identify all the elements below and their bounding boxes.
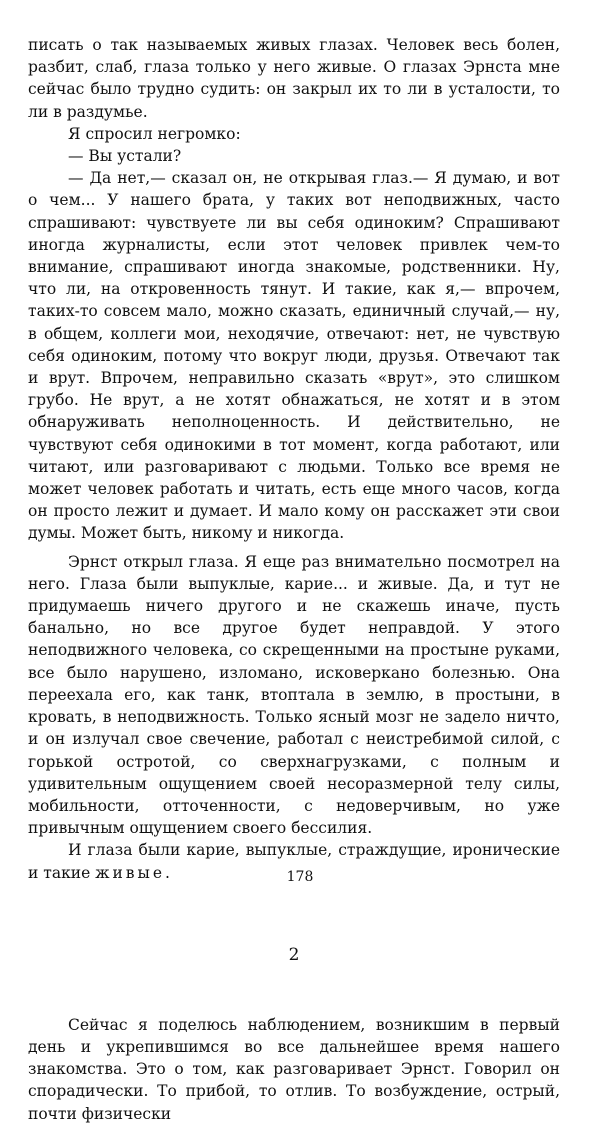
page-number: 178 xyxy=(286,869,314,885)
section-number: 2 xyxy=(288,944,300,965)
paragraph-6-lead: И глаза были карие, выпуклые, страждущие, иронические и такие xyxy=(28,841,560,882)
paragraph-1: писать о так называемых живых глазах. Человек весь болен, разбит, слаб, глаза только у него живые. О глазах Эрнста мне сейчас было трудно судить: он закрыл их то ли в усталости, то ли в раздумье. xyxy=(28,36,560,121)
paragraph-2: Я спросил негромко: xyxy=(68,124,241,143)
paragraph-6-end: . xyxy=(165,863,170,882)
book-page xyxy=(28,34,560,1125)
section-spacer xyxy=(28,966,560,1014)
paragraph-6-spaced-word: живые xyxy=(95,863,166,882)
paragraph-3: — Вы устали? xyxy=(68,147,182,166)
paragraph-4: — Да нет,— сказал он, не открывая глаз.— Я думаю, и вот о чем... У нашего брата, у таких вот неподвижных, часто спрашивают: чувствуете ли вы себя одиноким? Спрашивают иногда журналисты, если этот человек привлек чем-то внимание, спрашивают иногда знакомые, родственники. Ну, что ли, на откровенность тянут. И такие, как я,— впрочем, таких-то совсем мало, можно сказать, единичный случай,— ну, в общем, коллеги мои, неходячие, отвечают: нет, не чувствую себя одиноким, потому что вокруг люди, друзья. Отвечают так и врут. Впрочем, неправильно сказать «врут», это слишком грубо. Не врут, а не хотят обнажаться, не хотят и в этом обнаруживать неполноценность. И действительно, не чувствуют себя одинокими в тот момент, когда работают, или читают, или разговаривают с людьми. Только все время не может человек работать и читать, есть еще много часов, когда он просто лежит и думает. И мало кому он расскажет эти свои думы. Может быть, никому и никогда. xyxy=(28,169,560,543)
paragraph-5: Эрнст открыл глаза. Я еще раз внимательно посмотрел на него. Глаза были выпуклые, карие... и живые. Да, и тут не придумаешь ничего другого и не скажешь иначе, пусть банально, но все другое будет неправдой. У этого неподвижного человека, со скрещенными на простыне руками, все было нарушено, изломано, исковеркано болезнью. Она переехала его, как танк, втоптала в землю, в простыни, в кровать, в неподвижность. Только ясный мозг не задело ничто, и он излучал свое свечение, работал с неистребимой силой, с горькой остротой, со сверхнагрузками, с полным и удивительным ощущением своей несоразмерной телу силы, мобильности, отточенности, с недоверчивым, но уже привычным ощущением своего бессилия. xyxy=(28,552,560,838)
paragraph-7: Сейчас я поделюсь наблюдением, возникшим в первый день и укрепившимся во все дальнейшее время нашего знакомства. Это о том, как разговаривает Эрнст. Говорил он спорадически. То прибой, то отлив. То возбуждение, острый, почти физически xyxy=(28,1015,560,1123)
